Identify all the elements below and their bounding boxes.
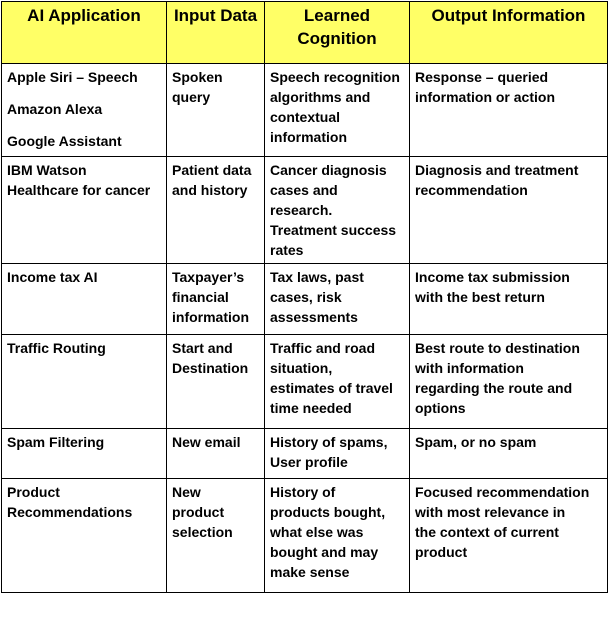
cell-text: research. (270, 202, 333, 218)
cell-text: product (415, 544, 468, 560)
table-row (2, 157, 608, 264)
cell-input (167, 335, 265, 429)
cell-text: Focused recommendation (415, 484, 590, 500)
header-text: Cognition (297, 29, 377, 48)
cell-text: with the best return (415, 289, 545, 305)
cell-text: time needed (270, 400, 352, 416)
header-text: AI Application (27, 6, 141, 25)
table-body (2, 64, 608, 593)
cell-text: what else was (270, 524, 364, 540)
cell-application (2, 479, 167, 593)
cell-text: recommendation (415, 182, 528, 198)
cell-text: product (172, 504, 225, 520)
cell-text: Traffic Routing (7, 340, 106, 356)
cell-application (2, 335, 167, 429)
cell-text: Amazon Alexa (7, 101, 103, 117)
cell-cognition (265, 335, 410, 429)
cell-output (410, 479, 608, 593)
cell-text: Tax laws, past (270, 269, 364, 285)
table-row (2, 479, 608, 593)
cell-application (2, 157, 167, 264)
header-learned-cognition (265, 2, 410, 64)
cell-text: Diagnosis and treatment (415, 162, 579, 178)
cell-text: IBM Watson (7, 162, 87, 178)
header-text: Learned (303, 6, 371, 25)
header-text: Output Information (431, 6, 586, 25)
cell-text: Taxpayer’s (172, 269, 245, 285)
table-header (2, 2, 608, 64)
cell-text: rates (270, 242, 304, 258)
cell-text: Speech recognition (270, 69, 400, 85)
cell-application (2, 64, 167, 157)
cell-text: Google Assistant (7, 133, 122, 149)
cell-text: Patient data (172, 162, 252, 178)
cell-text: algorithms and (270, 89, 371, 105)
cell-text: assessments (270, 309, 358, 325)
header-ai-application (2, 2, 167, 64)
cell-text: Apple Siri – Speech (7, 69, 138, 85)
cell-input (167, 429, 265, 479)
cell-text: selection (172, 524, 233, 540)
cell-input (167, 157, 265, 264)
header-input-data (167, 2, 265, 64)
cell-output (410, 264, 608, 335)
cell-cognition (265, 157, 410, 264)
cell-text: History of (270, 484, 336, 500)
cell-text: situation, (270, 360, 333, 376)
cell-text: cases, risk (270, 289, 342, 305)
cell-cognition (265, 429, 410, 479)
cell-application (2, 264, 167, 335)
cell-text: Cancer diagnosis (270, 162, 387, 178)
table-row (2, 335, 608, 429)
cell-text: with information (415, 360, 524, 376)
cell-text: Start and (172, 340, 233, 356)
cell-input (167, 479, 265, 593)
cell-text: the context of current (415, 524, 559, 540)
cell-text: options (415, 400, 466, 416)
cell-cognition (265, 479, 410, 593)
cell-output (410, 429, 608, 479)
cell-text: regarding the route and (415, 380, 573, 396)
cell-input (167, 64, 265, 157)
cell-text: information (270, 129, 347, 145)
table-row (2, 64, 608, 157)
cell-cognition (265, 264, 410, 335)
cell-text: Best route to destination (415, 340, 580, 356)
table-row (2, 429, 608, 479)
cell-text: query (172, 89, 211, 105)
cell-text: make sense (270, 564, 350, 580)
cell-text: New (172, 484, 201, 500)
cell-text: History of spams, (270, 434, 388, 450)
cell-cognition (265, 64, 410, 157)
cell-text: Income tax AI (7, 269, 98, 285)
cell-text: financial (172, 289, 229, 305)
cell-output (410, 64, 608, 157)
cell-text: information (172, 309, 249, 325)
cell-text: Spoken (172, 69, 223, 85)
cell-text: bought and may (270, 544, 379, 560)
cell-text: Healthcare for cancer (7, 182, 151, 198)
header-text: Input Data (173, 6, 258, 25)
header-row (2, 2, 608, 64)
cell-text: products bought, (270, 504, 386, 520)
cell-input (167, 264, 265, 335)
cell-text: Treatment success (270, 222, 397, 238)
cell-text: User profile (270, 454, 348, 470)
cell-text: Recommendations (7, 504, 133, 520)
cell-text: Income tax submission (415, 269, 570, 285)
cell-text: with most relevance in (415, 504, 566, 520)
table-row (2, 264, 608, 335)
cell-text: estimates of travel (270, 380, 393, 396)
cell-application (2, 429, 167, 479)
cell-text: contextual (270, 109, 341, 125)
cell-text: Product (7, 484, 60, 500)
cell-text: New email (172, 434, 241, 450)
cell-text: cases and (270, 182, 338, 198)
cell-text: information or action (415, 89, 555, 105)
cell-text: Spam, or no spam (415, 434, 537, 450)
cell-output (410, 335, 608, 429)
cell-text: Spam Filtering (7, 434, 105, 450)
cell-text: Traffic and road (270, 340, 376, 356)
cell-text: Destination (172, 360, 249, 376)
cell-output (410, 157, 608, 264)
ai-applications-table (1, 1, 608, 593)
cell-text: Response – queried (415, 69, 549, 85)
cell-text: and history (172, 182, 248, 198)
header-output-information (410, 2, 608, 64)
